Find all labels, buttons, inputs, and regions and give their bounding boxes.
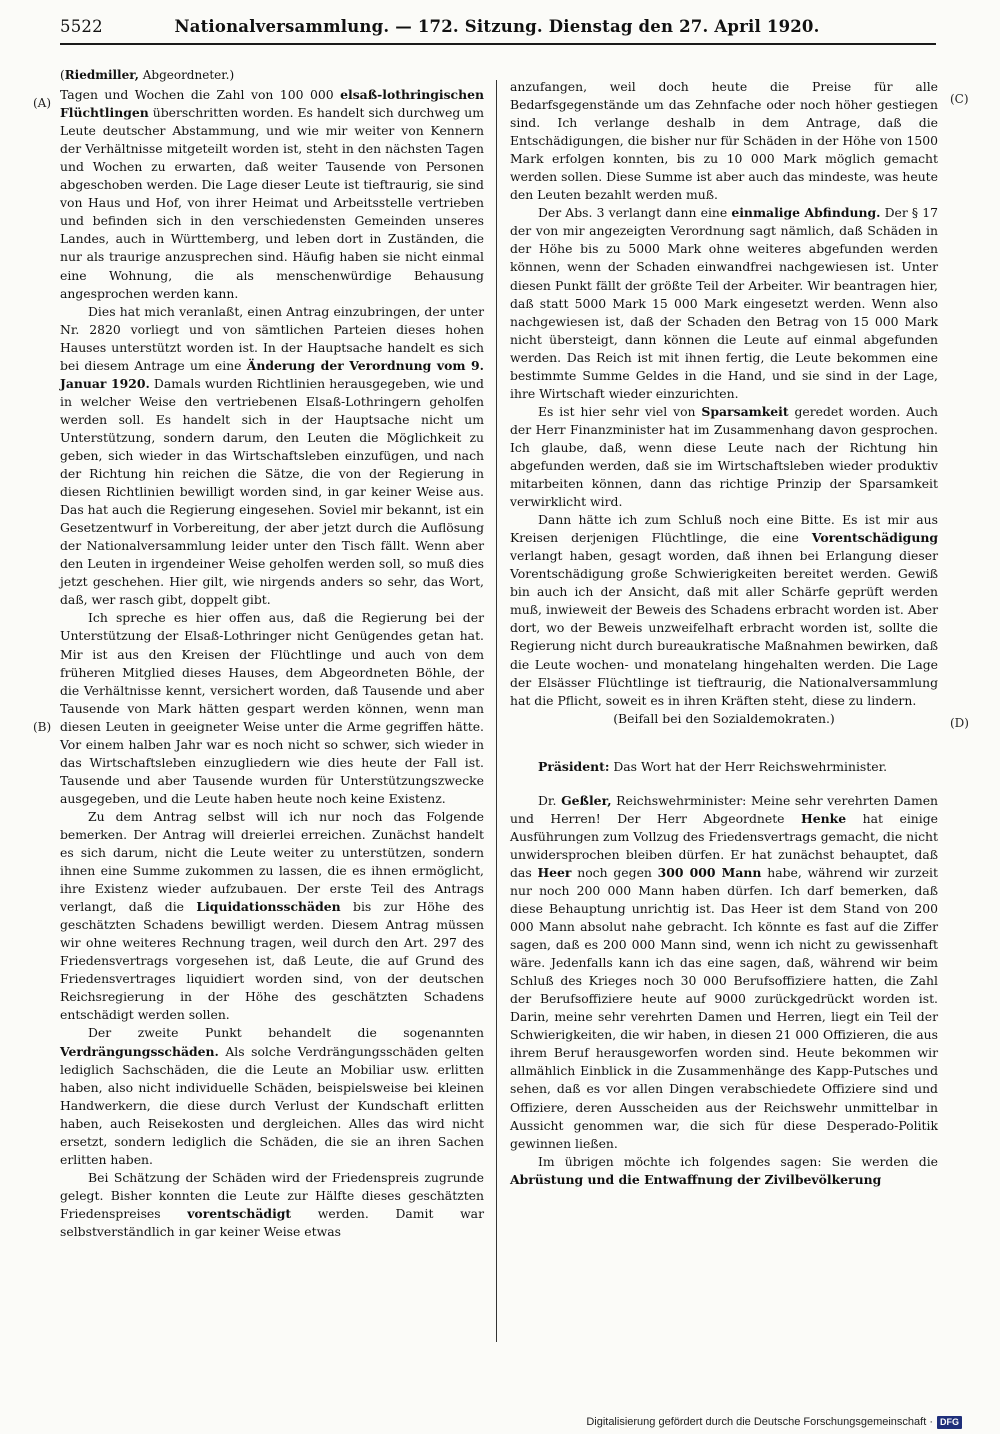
emphasis: Sparsamkeit: [701, 403, 789, 419]
paragraph: [60, 86, 484, 303]
text-run: Dr.: [538, 792, 562, 808]
page-number: 5522: [60, 17, 103, 36]
page-header: [60, 14, 934, 40]
text-run: bis zur Höhe des geschätzten Schadens bewilligt werden. Diesem Antrag müssen wir ohne weiteres Rechnung tragen, weil durch den Art. 297 des Friedensvertrags vorgesehen ist, daß Leute, die auf Grund des Friedensvertrages liquidiert worden sind, von der deutschen Reichsregierung in der Höhe des geschätzten Schadens entschädigt werden sollen.: [60, 899, 485, 1023]
text-run: Dann hätte ich zum Schluß noch eine Bitte. Es ist mir aus Kreisen derjenigen Flüchtlinge, die eine: [510, 512, 938, 546]
text-run: Es ist hier sehr viel von: [538, 403, 702, 419]
spacer: [510, 728, 938, 758]
left-column: [60, 66, 484, 1241]
column-divider: [496, 80, 497, 1342]
applause-note: (Beifall bei den Sozialdemokraten.): [613, 710, 835, 726]
paragraph: Ich spreche es hier offen aus, daß die Regierung bei der Unterstützung der Elsaß-Lothringer nicht Genügendes getan hat. Mir ist aus den Kreisen der Flüchtlinge und auch von dem früheren Mitglied dieses Hauses, dem Abgeordneten Böhle, der die Verhältnisse kennt, versichert worden, daß Tausende und aber Tausende von Mark hätten gespart werden können, wenn man diesen Leuten in geeigneter Weise unter die Arme gegriffen hätte. Vor einem halben Jahr war es noch nicht so schwer, sich wieder in das Wirtschaftsleben einzugliedern wie dies heute der Fall ist. Tausende und aber Tausende wurden für Unterstützungszwecke ausgegeben, und die Leute haben heute noch keine Existenz.: [60, 610, 484, 806]
emphasis: Abrüstung und die Entwaffnung der Zivilbevölkerung: [510, 1171, 882, 1187]
text-run: noch gegen: [571, 864, 658, 880]
paragraph: [510, 511, 938, 710]
margin-marker-b: (B): [33, 720, 52, 734]
margin-marker-d: (D): [950, 716, 969, 730]
text-run: Der § 17 der von mir angezeigten Verordnung sagt nämlich, daß Schäden in der Höhe bis zu 5000 Mark ohne weiteres abgefunden werden können, wenn der Schaden einwandfrei nachgewiesen ist. Unter diesen Punkt fällt der größte Teil der Arbeiter. Wir beantragen hier, daß statt 5000 Mark 15 000 Mark eingesetzt werden. Wenn also nachgewiesen ist, daß der Schaden den Betrag von 15 000 Mark nicht übersteigt, dann können die Leute auf einmal abgefunden werden. Das Reich ist mit ihnen fertig, die Leute bekommen eine bestimmte Summe Geldes in die Hand, und sie sind in der Lage, ihre Wirtschaft wieder einzurichten.: [510, 205, 939, 401]
paragraph: [60, 808, 484, 1025]
emphasis: Vorentschädigung: [811, 530, 938, 546]
text-run: geredet worden. Auch der Herr Finanzminister hat im Zusammenhang davon gesprochen. Ich glaube, daß, wenn diese Leute nach der Richtung hin abgefunden werden, daß sie im Wirtschaftsleben wieder produktiv mitarbeiten können, dann das richtige Prinzip der Sparsamkeit verwirklicht wird.: [510, 403, 939, 510]
emphasis: vorentschädigt: [187, 1205, 292, 1221]
paragraph: [510, 403, 938, 511]
text-run: Damals wurden Richtlinien herausgegeben, wie und in welcher Weise den vertriebenen Elsaß-Lothringern geholfen werden soll. Es handelt sich in der Hauptsache nicht um Unterstützung, sondern darum, den Leuten die Möglichkeit zu geben, sich wieder in das Wirtschaftsleben einzufügen, und nach der Richtung hin reichen die Sätze, die von der Regierung in diesen Richtlinien bewilligt worden sind, in gar keiner Weise aus. Das hat auch die Regierung eingesehen. Soviel mir bekannt, ist ein Gesetzentwurf in Vorbereitung, der aber jetzt durch die Auflösung der Nationalversammlung leider unter den Tisch fällt. Wenn aber den Leuten in irgendeiner Weise geholfen werden soll, so muß dies jetzt geschehen. Hier gilt, wie nirgends anders so sehr, das Wort, daß, wer rasch gibt, doppelt gibt.: [60, 375, 484, 608]
paragraph: [60, 303, 484, 610]
paragraph: [510, 204, 938, 403]
emphasis: Henke: [801, 810, 847, 826]
text-run: Reichswehrminister: Meine sehr verehrten Damen und Herren! Der Herr Abgeordnete: [510, 792, 939, 826]
emphasis: 300 000 Mann: [657, 864, 762, 880]
text-run: Dies hat mich veranlaßt, einen Antrag einzubringen, der unter Nr. 2820 vorliegt und von sämtlichen Parteien dieses hohen Hauses unterstützt worden ist. In der Hauptsache handelt es sich bei diesem Antrage um eine: [60, 303, 484, 373]
text-run: Als solche Verdrängungsschäden gelten lediglich Sachschäden, die die Leute an Mobiliar usw. erlitten haben, also nicht individuelle Schäden, beispielsweise bei kleinen Handwerkern, die diese durch Verlust der Kundschaft erlitten haben, auch Reisekosten und dergleichen. Alles das wird nicht ersetzt, sondern lediglich die Schäden, die sie an ihren Sachen erlitten haben.: [60, 1043, 484, 1167]
text-run: Der zweite Punkt behandelt die sogenannten: [88, 1025, 484, 1041]
president-remark: [510, 758, 938, 776]
text-run: Tagen und Wochen die Zahl von 100 000: [60, 87, 341, 103]
text-run: werden. Damit war selbstverständlich in gar keiner Weise etwas: [60, 1205, 484, 1239]
text-run: hat einige Ausführungen zum Vollzug des Friedensvertrags gemacht, die nicht unwidersprochen bleiben dürfen. Er hat zunächst behauptet, daß das: [510, 810, 938, 880]
speaker-name: Riedmiller,: [64, 68, 139, 82]
dfg-logo-icon: DFG: [937, 1416, 962, 1429]
speaker-role: Abgeordneter.: [142, 68, 230, 82]
text-run: Zu dem Antrag selbst will ich nur noch das Folgende bemerken. Der Antrag will dreierlei erreichen. Zunächst handelt es sich darum, nicht die Leute weiter zu unterstützen, sondern ihnen eine Summe zukommen zu lassen, die es ihnen ermöglicht, ihre Existenz wieder aufzubauen. Der erste Teil des Antrags verlangt, daß die: [60, 808, 484, 915]
spacer: [510, 776, 938, 792]
footer: [586, 1414, 962, 1430]
header-rule: [60, 43, 936, 45]
text-run: verlangt haben, gesagt worden, daß ihnen bei Erlangung dieser Vorentschädigung große Schwierigkeiten bereitet werden. Gewiß bin auch ich der Ansicht, daß mit aller Schärfe geprüft werden muß, inwieweit der Beweis des Schadens erbracht worden ist. Aber dort, wo der Beweis unzweifelhaft erbracht worden ist, sollte die Regierung nicht durch bureaukratische Maßnahmen bewirken, daß die Leute wochen- und monatelang hingehalten werden. Die Lage der Elsässer Flüchtlinge ist tieftraurig, die Nationalversammlung hat die Pflicht, soweit es in ihren Kräften steht, diese zu lindern.: [510, 548, 938, 708]
emphasis: Heer: [537, 864, 572, 880]
president-label: Präsident:: [538, 758, 610, 774]
paragraph: [60, 1024, 484, 1168]
paragraph: [510, 1153, 938, 1189]
paragraph: [510, 792, 938, 1153]
speaker-name: Geßler,: [561, 792, 612, 808]
text-run: Das Wort hat der Herr Reichswehrminister.: [609, 758, 888, 774]
text-run: Im übrigen möchte ich folgendes sagen: Sie werden die: [538, 1153, 938, 1169]
footer-text: Digitalisierung gefördert durch die Deutsche Forschungsgemeinschaft ·: [586, 1416, 933, 1428]
emphasis: elsaß-lothringischen Flüchtlingen: [60, 87, 484, 121]
margin-marker-c: (C): [950, 92, 969, 106]
emphasis: Änderung der Verordnung vom 9. Januar 1920.: [60, 357, 484, 391]
emphasis: einmalige Abfindung.: [731, 205, 881, 221]
speaker-line: (Riedmiller, Abgeordneter.): [60, 68, 235, 82]
emphasis: Liquidationsschäden: [196, 899, 341, 915]
emphasis: Verdrängungsschäden.: [60, 1043, 219, 1059]
right-column: [510, 78, 938, 1189]
text-run: Der Abs. 3 verlangt dann eine: [538, 205, 732, 221]
running-title: Nationalversammlung. — 172. Sitzung. Dienstag den 27. April 1920.: [174, 17, 820, 36]
paragraph: [60, 1169, 484, 1241]
margin-marker-a: (A): [33, 96, 52, 110]
paragraph: anzufangen, weil doch heute die Preise für alle Bedarfsgegenstände um das Zehnfache oder noch höher gestiegen sind. Ich verlange deshalb in dem Antrage, daß die Entschädigungen, die bisher nur für Schäden in der Höhe von 1500 Mark erfolgen konnten, bis zu 10 000 Mark möglich gemacht werden sollen. Diese Summe ist aber auch das mindeste, was heute den Leuten bezahlt werden muß.: [510, 79, 938, 203]
text-run: überschritten worden. Es handelt sich durchweg um Leute deutscher Abstammung, und wie mir weiter von Kennern der Verhältnisse mitgeteilt worden ist, steht in den nächsten Tagen und Wochen zu erwarten, daß weiter Tausende von Personen abgeschoben werden. Die Lage dieser Leute ist tieftraurig, sie sind von Haus und Hof, von ihrer Heimat und Arbeitsstelle vertrieben und befinden sich in den verschiedensten Gemeinden unseres Landes, auch in Württemberg, und leben dort in Zuständen, die nur als traurige anzusprechen sind. Häufig haben sie nicht einmal eine Wohnung, die als menschenwürdige Behausung angesprochen werden kann.: [60, 105, 484, 301]
text-run: Bei Schätzung der Schäden wird der Friedenspreis zugrunde gelegt. Bisher konnten die Leute zur Hälfte dieses geschätzten Friedenspreises: [60, 1169, 484, 1221]
text-run: habe, während wir zurzeit nur noch 200 000 Mann haben dürfen. Ich darf bemerken, daß diese Behauptung unrichtig ist. Das Heer ist dem Stand von 200 000 Mann absolut nahe gebracht. Ich könnte es fast auf die Ziffer sagen, daß es 200 000 Mann sind, wenn ich nicht zu gewissenhaft wäre. Jedenfalls kann ich das eine sagen, daß, während wir beim Schluß des Krieges noch 30 000 Berufsoffiziere hatten, die Zahl der Berufsoffiziere heute auf 9000 zurückgedrückt worden ist. Darin, meine sehr verehrten Damen und Herren, liegt ein Teil der Schwierigkeiten, die wir haben, in diesen 21 000 Offizieren, die aus ihrem Beruf herausgeworfen worden sind. Heute bekommen wir allmählich Einblick in die Zusammenhänge des Kapp-Putsches und sehen, daß es vor allen Dingen verabschiedete Offiziere sind und Offiziere, deren Ausscheiden aus der Reichswehr unmittelbar in Aussicht genommen war, die sich für diese Desperado-Politik gewinnen ließen.: [510, 864, 938, 1151]
